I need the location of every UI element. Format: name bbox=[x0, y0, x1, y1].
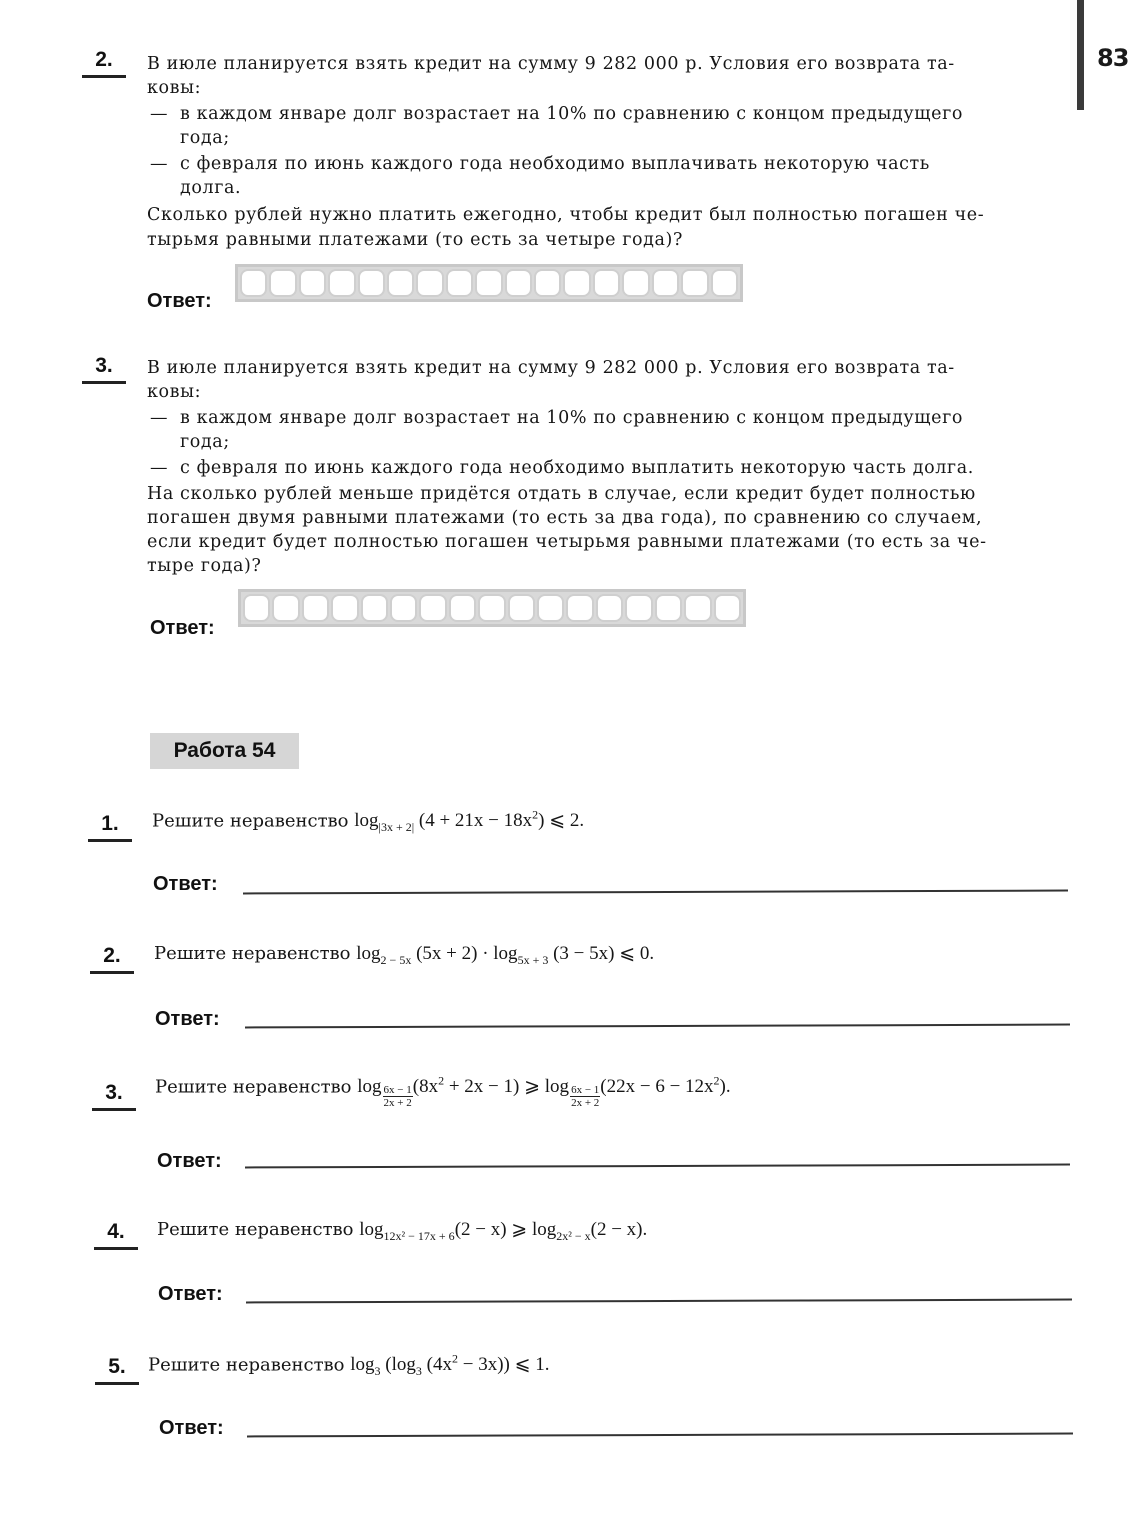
answer-cell[interactable] bbox=[358, 269, 385, 297]
problem-2-question-line1: Сколько рублей нужно платить ежегодно, чтобы кредит был полностью погашен че- bbox=[147, 205, 985, 225]
problem-3-question-line1: На сколько рублей меньше придётся отдать в случае, если кредит будет полностью bbox=[147, 484, 976, 504]
answer-label: Ответ: bbox=[158, 1283, 223, 1305]
answer-label: Ответ: bbox=[155, 1008, 220, 1030]
task-4-number: 4. bbox=[94, 1220, 138, 1244]
condition-text: в каждом январе долг возрастает на 10% по сравнению с концом предыдущего bbox=[180, 408, 964, 428]
fraction-denominator: 2x + 2 bbox=[571, 1097, 600, 1110]
log: (log bbox=[380, 1354, 416, 1376]
answer-cell[interactable] bbox=[655, 594, 682, 622]
answer-cells-problem-2[interactable] bbox=[235, 264, 743, 302]
answer-cell[interactable] bbox=[419, 594, 446, 622]
log-base: 5x + 3 bbox=[517, 952, 549, 967]
task-5-number: 5. bbox=[95, 1355, 139, 1379]
condition-text: с февраля по июнь каждого года необходимо выплачивать некоторую часть bbox=[180, 154, 930, 174]
answer-cell[interactable] bbox=[269, 269, 296, 297]
answer-label: Ответ: bbox=[147, 290, 212, 312]
log-base: 3 bbox=[415, 1364, 422, 1379]
task-5-statement bbox=[148, 1352, 550, 1379]
log-base: 12x² − 17x + 6 bbox=[383, 1228, 455, 1243]
task-1-number: 1. bbox=[88, 812, 132, 836]
problem-3-intro-line1: В июле планируется взять кредит на сумму 9 282 000 р. Условия его возврата та- bbox=[147, 358, 955, 378]
answer-line[interactable] bbox=[245, 1024, 1070, 1028]
exponent: 2 bbox=[438, 1074, 445, 1088]
answer-cell[interactable] bbox=[416, 269, 443, 297]
problem-3-condition-1-line2: года; bbox=[180, 432, 230, 452]
log-argument: (8x bbox=[412, 1076, 439, 1098]
task-prompt: Решите неравенство bbox=[154, 943, 351, 964]
dash: — bbox=[150, 104, 169, 124]
task-3-expression bbox=[357, 1074, 731, 1110]
answer-label: Ответ: bbox=[157, 1150, 222, 1172]
answer-line[interactable] bbox=[246, 1299, 1072, 1303]
answer-cell[interactable] bbox=[711, 269, 738, 297]
problem-3-intro-line2: ковы: bbox=[147, 382, 202, 402]
task-2-statement bbox=[154, 942, 654, 968]
condition-text: в каждом январе долг возрастает на 10% по сравнению с концом предыдущего bbox=[180, 104, 964, 124]
task-1-expression bbox=[354, 808, 585, 835]
inequality-rest: − 3x)) ⩽ 1. bbox=[457, 1354, 550, 1376]
condition-text: с февраля по июнь каждого года необходимо выплатить некоторую часть долга. bbox=[180, 458, 974, 478]
answer-cell[interactable] bbox=[563, 269, 590, 297]
answer-cell[interactable] bbox=[505, 269, 532, 297]
answer-line[interactable] bbox=[245, 1164, 1070, 1168]
log-argument: (3 − 5x) ⩽ 0. bbox=[553, 943, 655, 964]
answer-cell[interactable] bbox=[714, 594, 741, 622]
answer-cell[interactable] bbox=[449, 594, 476, 622]
problem-2-condition-2-line2: долга. bbox=[180, 178, 242, 198]
answer-cell[interactable] bbox=[625, 594, 652, 622]
problem-3-number: 3. bbox=[82, 354, 126, 378]
problem-2-condition-2 bbox=[150, 152, 930, 177]
dash: — bbox=[150, 154, 169, 174]
answer-line[interactable] bbox=[243, 890, 1068, 894]
problem-3-condition-1 bbox=[150, 406, 964, 431]
log: log bbox=[356, 943, 381, 964]
problem-2-number: 2. bbox=[82, 48, 126, 72]
task-3-statement bbox=[155, 1074, 731, 1109]
log: log bbox=[357, 1076, 382, 1098]
fraction-denominator: 2x + 2 bbox=[383, 1097, 412, 1110]
problem-2-intro-line2: ковы: bbox=[147, 78, 202, 98]
task-5-expression bbox=[350, 1352, 550, 1379]
dash: — bbox=[150, 458, 169, 478]
answer-cell[interactable] bbox=[652, 269, 679, 297]
log: log bbox=[350, 1354, 375, 1376]
answer-cells-problem-3[interactable] bbox=[238, 589, 746, 627]
answer-cell[interactable] bbox=[243, 594, 270, 622]
log-base: 3 bbox=[374, 1364, 381, 1379]
log-argument: (2 − x) ⩾ log bbox=[454, 1219, 557, 1240]
log-argument: (4 + 21x − 18x bbox=[418, 810, 533, 832]
problem-3-question-line4: тыре года)? bbox=[147, 556, 262, 576]
task-4-statement bbox=[157, 1218, 647, 1244]
log-base: 2x² − x bbox=[556, 1228, 591, 1243]
side-rule bbox=[1077, 0, 1084, 110]
log-argument: (22x − 6 − 12x bbox=[600, 1076, 714, 1098]
fraction-numerator: 6x − 1 bbox=[383, 1084, 412, 1097]
page-number: 83 bbox=[1097, 44, 1129, 72]
task-prompt: Решите неравенство bbox=[152, 810, 349, 832]
answer-cell[interactable] bbox=[478, 594, 505, 622]
inequality-rest: ) ⩽ 2. bbox=[538, 810, 585, 832]
answer-label: Ответ: bbox=[150, 617, 215, 639]
inequality-rest: (2 − x). bbox=[590, 1219, 648, 1240]
answer-label: Ответ: bbox=[159, 1417, 224, 1439]
answer-cell[interactable] bbox=[566, 594, 593, 622]
answer-cell[interactable] bbox=[534, 269, 561, 297]
answer-cell[interactable] bbox=[622, 269, 649, 297]
inequality-rest: ). bbox=[719, 1076, 731, 1098]
answer-cell[interactable] bbox=[446, 269, 473, 297]
task-prompt: Решите неравенство bbox=[155, 1076, 352, 1098]
task-2-number: 2. bbox=[90, 944, 134, 968]
exponent: 2 bbox=[713, 1074, 720, 1088]
exponent: 2 bbox=[532, 808, 539, 822]
problem-3-question-line3: если кредит будет полностью погашен четырьмя равными платежами (то есть за че- bbox=[147, 532, 987, 552]
task-prompt: Решите неравенство bbox=[157, 1219, 354, 1240]
log: log bbox=[359, 1219, 384, 1240]
log-base: 2 − 5x bbox=[380, 952, 412, 967]
answer-cell[interactable] bbox=[302, 594, 329, 622]
log-argument: (5x + 2) · log bbox=[416, 943, 518, 964]
log-base-fraction bbox=[570, 1084, 600, 1109]
answer-cell[interactable] bbox=[681, 269, 708, 297]
log: log bbox=[354, 810, 379, 832]
answer-cell[interactable] bbox=[508, 594, 535, 622]
task-4-expression bbox=[359, 1219, 648, 1243]
task-3-number: 3. bbox=[92, 1081, 136, 1105]
problem-2-question-line2: тырьмя равными платежами (то есть за четыре года)? bbox=[147, 230, 683, 250]
answer-cell[interactable] bbox=[240, 269, 267, 297]
fraction-numerator: 6x − 1 bbox=[571, 1084, 600, 1097]
answer-cell[interactable] bbox=[361, 594, 388, 622]
exponent: 2 bbox=[451, 1352, 458, 1366]
work-title: Работа 54 bbox=[150, 733, 299, 769]
task-1-statement bbox=[152, 808, 584, 835]
answer-line[interactable] bbox=[247, 1433, 1073, 1437]
answer-label: Ответ: bbox=[153, 873, 218, 895]
log-argument: (4x bbox=[421, 1354, 452, 1376]
dash: — bbox=[150, 408, 169, 428]
log-argument: + 2x − 1) ⩾ log bbox=[444, 1076, 570, 1098]
log-base-fraction bbox=[383, 1084, 413, 1109]
answer-cell[interactable] bbox=[387, 269, 414, 297]
answer-cell[interactable] bbox=[331, 594, 358, 622]
log-base: |3x + 2| bbox=[378, 820, 415, 835]
problem-2-condition-1 bbox=[150, 102, 964, 127]
answer-cell[interactable] bbox=[390, 594, 417, 622]
task-2-expression bbox=[356, 943, 655, 967]
answer-cell[interactable] bbox=[272, 594, 299, 622]
problem-2-intro-line1: В июле планируется взять кредит на сумму 9 282 000 р. Условия его возврата та- bbox=[147, 54, 955, 74]
problem-3-condition-2 bbox=[150, 456, 974, 481]
answer-cell[interactable] bbox=[593, 269, 620, 297]
answer-cell[interactable] bbox=[328, 269, 355, 297]
answer-cell[interactable] bbox=[537, 594, 564, 622]
problem-2-condition-1-line2: года; bbox=[180, 128, 230, 148]
task-prompt: Решите неравенство bbox=[148, 1354, 345, 1376]
answer-cell[interactable] bbox=[596, 594, 623, 622]
answer-cell[interactable] bbox=[684, 594, 711, 622]
answer-cell[interactable] bbox=[475, 269, 502, 297]
answer-cell[interactable] bbox=[299, 269, 326, 297]
problem-3-question-line2: погашен двумя равными платежами (то есть за два года), по сравнению со случаем, bbox=[147, 508, 983, 528]
